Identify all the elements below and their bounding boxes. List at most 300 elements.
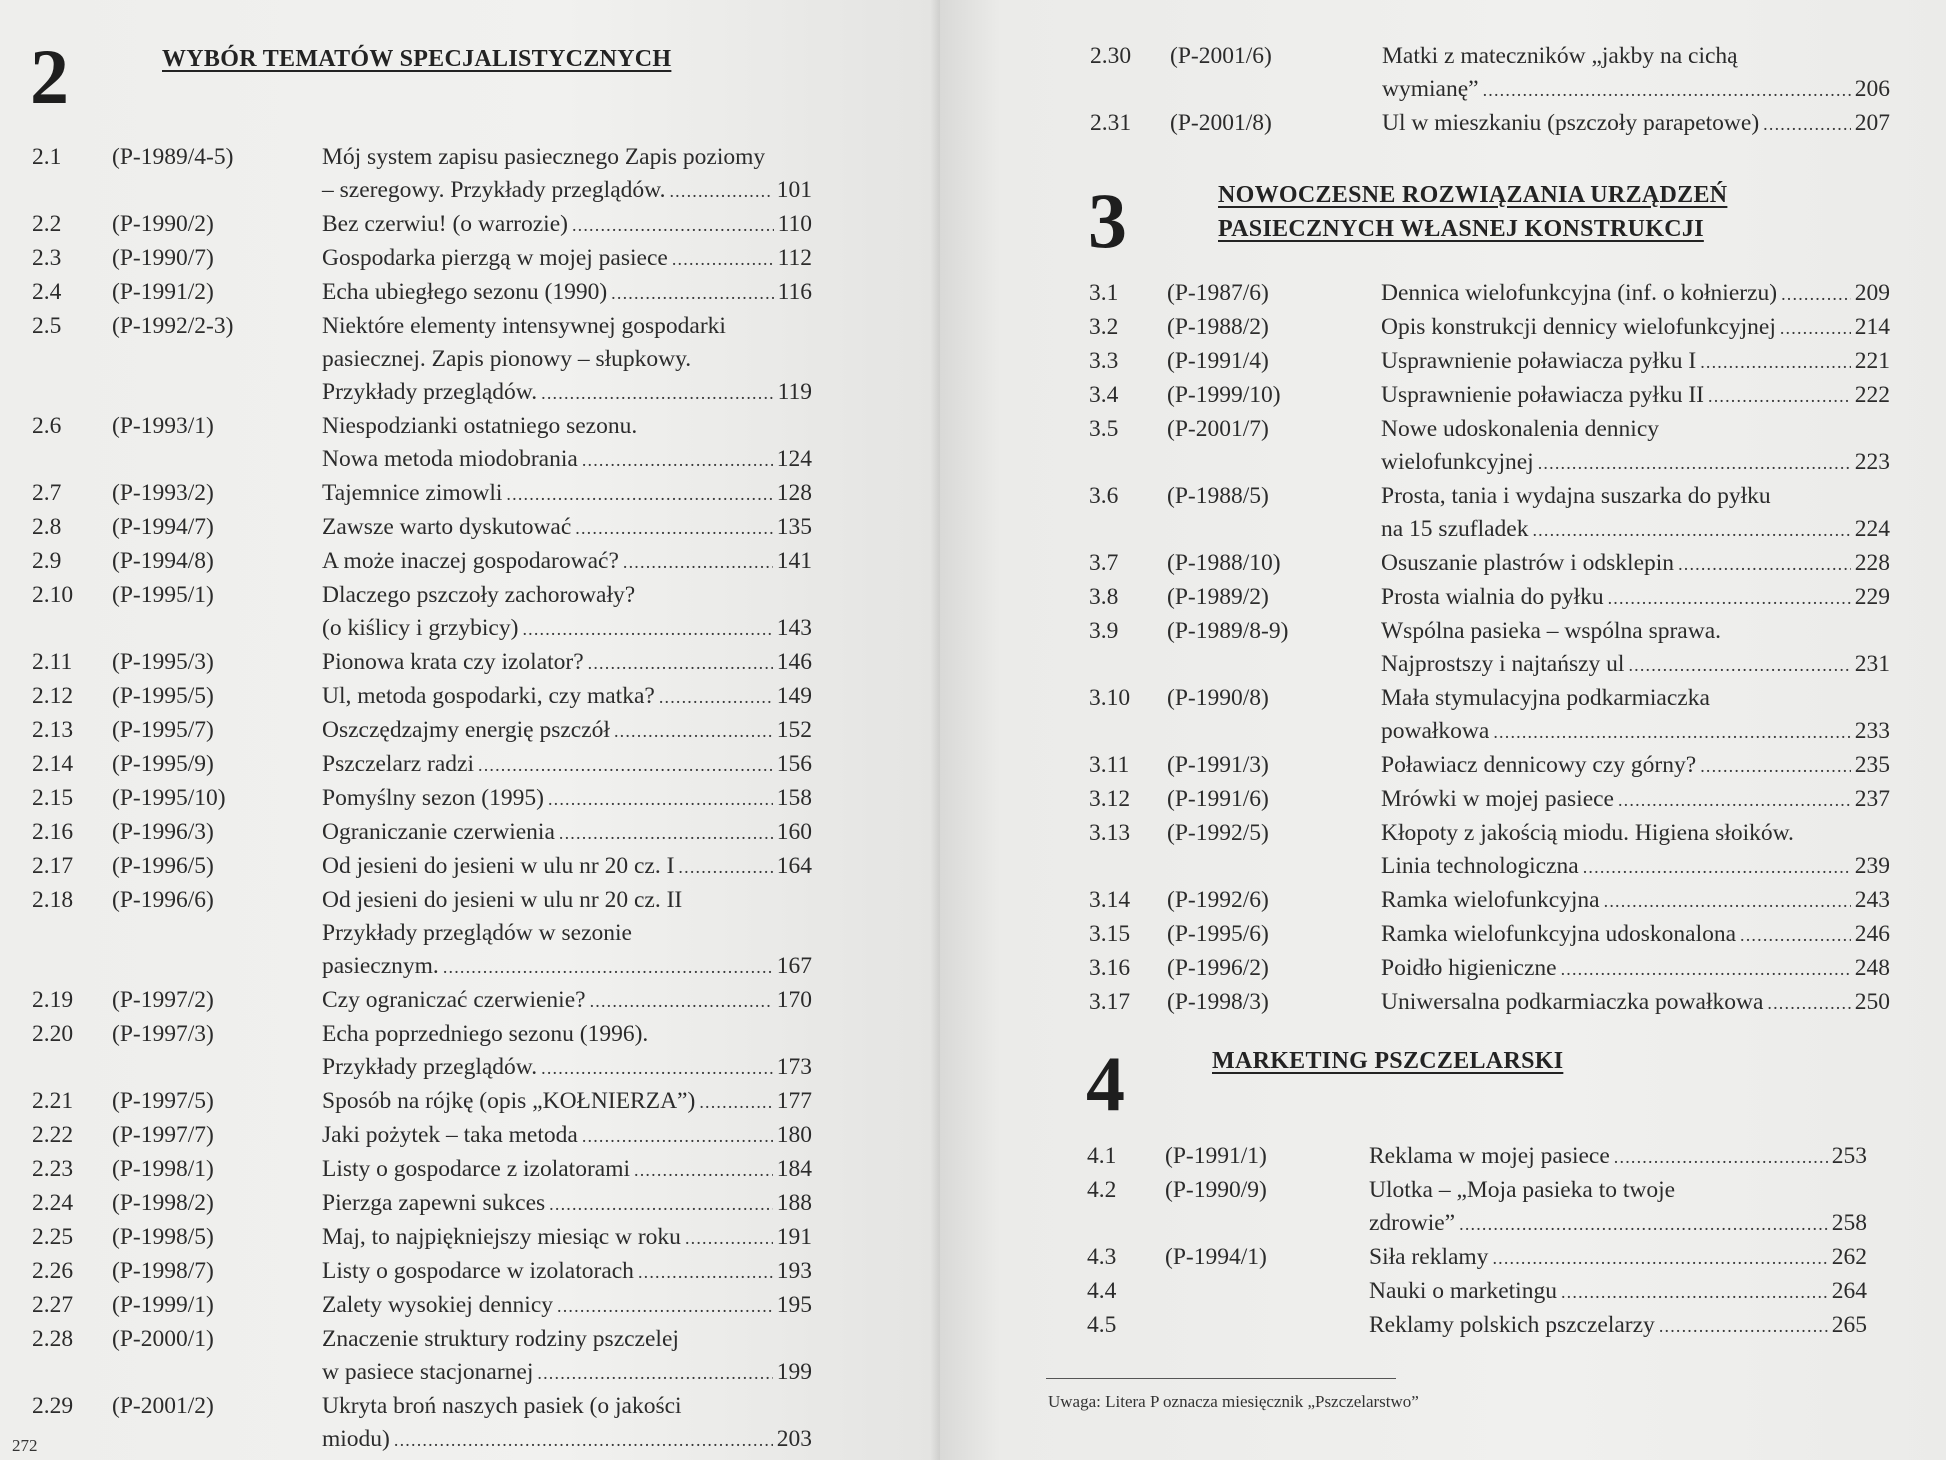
- page-ref: 250: [1854, 989, 1890, 1015]
- entry-source-code: (P-1995/10): [112, 785, 226, 811]
- entry-source-code: (P-1991/6): [1167, 786, 1269, 812]
- dot-leader: [1763, 108, 1851, 141]
- toc-entry: [1089, 480, 1890, 547]
- toc-entry: [1089, 547, 1890, 581]
- entry-source-code: (P-1992/2-3): [112, 313, 234, 339]
- dot-leader: [590, 985, 773, 1018]
- entry-source-code: (P-1991/3): [1167, 752, 1269, 778]
- entry-title-line: Niespodzianki ostatniego sezonu.: [322, 413, 638, 439]
- entry-title-line: zdrowie”: [1369, 1210, 1456, 1236]
- entry-title: [322, 714, 812, 748]
- entry-title: [322, 1187, 812, 1221]
- page-ref: 119: [777, 379, 812, 405]
- toc-entry: [1089, 379, 1890, 413]
- entry-title-line: Przykłady przeglądów.: [322, 379, 538, 405]
- entry-source-code: (P-1994/1): [1165, 1244, 1267, 1270]
- entry-title-line: Mrówki w mojej pasiece: [1381, 786, 1614, 812]
- entry-title-line: Prosta wialnia do pyłku: [1381, 584, 1604, 610]
- entry-title-line: Wspólna pasieka – wspólna sprawa.: [1381, 618, 1722, 644]
- entry-title-line: Kłopoty z jakością miodu. Higiena słoików.: [1381, 820, 1794, 846]
- entry-number: 2.13: [32, 717, 74, 743]
- dot-leader: [623, 546, 773, 579]
- page-ref: 110: [777, 211, 812, 237]
- entry-source-code: (P-1995/5): [112, 683, 214, 709]
- entry-source-code: (P-1992/6): [1167, 887, 1269, 913]
- page-ref: 222: [1854, 382, 1890, 408]
- page-ref: 112: [777, 245, 812, 271]
- toc-entry: [32, 579, 812, 646]
- entry-title: [322, 1289, 812, 1323]
- dot-leader: [1700, 750, 1851, 783]
- entry-source-code: (P-1995/6): [1167, 921, 1269, 947]
- page-ref: 149: [776, 683, 812, 709]
- entry-title: [322, 1085, 812, 1119]
- entry-source-code: (P-1998/5): [112, 1224, 214, 1250]
- page-ref: 258: [1831, 1210, 1867, 1236]
- entry-title-line: Uniwersalna podkarmiaczka powałkowa: [1381, 989, 1764, 1015]
- entry-title: [1381, 277, 1890, 311]
- entry-source-code: (P-1990/7): [112, 245, 214, 271]
- entry-source-code: (P-1999/10): [1167, 382, 1281, 408]
- toc-entry: [32, 545, 812, 579]
- entry-number: 2.3: [32, 245, 62, 271]
- toc-entry: [32, 1255, 812, 1289]
- entry-title: [1381, 918, 1890, 952]
- entry-number: 2.17: [32, 853, 74, 879]
- entry-source-code: (P-1998/1): [112, 1156, 214, 1182]
- entry-title: [1381, 581, 1890, 615]
- toc-entry: [32, 1187, 812, 1221]
- entry-source-code: (P-1994/8): [112, 548, 214, 574]
- page-ref: 193: [776, 1258, 812, 1284]
- dot-leader: [1767, 987, 1850, 1020]
- dot-leader: [699, 1086, 772, 1119]
- entry-title: [322, 816, 812, 850]
- page-ref: 141: [776, 548, 812, 574]
- entry-title-line: Pomyślny sezon (1995): [322, 785, 544, 811]
- entry-title-line: Echa poprzedniego sezonu (1996).: [322, 1021, 649, 1047]
- entry-title: [1381, 379, 1890, 413]
- page-ref: 264: [1831, 1278, 1867, 1304]
- page-ref: 128: [776, 480, 812, 506]
- entry-title-line: Ramka wielofunkcyjna: [1381, 887, 1600, 913]
- entry-source-code: (P-1996/2): [1167, 955, 1269, 981]
- toc-entry: [32, 1018, 812, 1085]
- toc-entry: [32, 782, 812, 816]
- entry-title-line: – szeregowy. Przykłady przeglądów.: [322, 177, 666, 203]
- entry-number: 2.6: [32, 413, 62, 439]
- entry-number: 2.26: [32, 1258, 74, 1284]
- toc-entry: [1089, 986, 1890, 1020]
- toc-entry: [1087, 1275, 1867, 1309]
- dot-leader: [572, 209, 774, 242]
- page-ref: 224: [1854, 516, 1890, 542]
- entry-title-line: Od jesieni do jesieni w ulu nr 20 cz. I: [322, 853, 675, 879]
- entry-title-line: Matki z mateczników „jakby na cichą: [1382, 43, 1738, 69]
- entry-title: [1382, 107, 1890, 141]
- dot-leader: [575, 512, 772, 545]
- entry-number: 2.29: [32, 1393, 74, 1419]
- entry-number: 3.6: [1089, 483, 1119, 509]
- entry-source-code: (P-1999/1): [112, 1292, 214, 1318]
- page-ref: 228: [1854, 550, 1890, 576]
- entry-title-line: Nowe udoskonalenia dennicy: [1381, 416, 1660, 442]
- page-ref: 253: [1831, 1143, 1867, 1169]
- dot-leader: [1781, 278, 1851, 311]
- entry-number: 2.24: [32, 1190, 74, 1216]
- section-number: 4: [1086, 1040, 1125, 1127]
- entry-title: [1381, 311, 1890, 345]
- entry-number: 3.8: [1089, 584, 1119, 610]
- entry-title-line: Gospodarka pierzgą w mojej pasiece: [322, 245, 668, 271]
- page-ref: 235: [1854, 752, 1890, 778]
- entry-title-line: Tajemnice zimowli: [322, 480, 503, 506]
- page-ref: 124: [776, 446, 812, 472]
- entry-title-line: Nauki o marketingu: [1369, 1278, 1557, 1304]
- entry-number: 3.7: [1089, 550, 1119, 576]
- entry-number: 3.4: [1089, 382, 1119, 408]
- dot-leader: [672, 243, 774, 276]
- entry-title-line: pasiecznym.: [322, 953, 439, 979]
- entry-number: 2.2: [32, 211, 62, 237]
- entry-number: 3.15: [1089, 921, 1131, 947]
- page-ref: 207: [1854, 110, 1890, 136]
- entry-number: 3.14: [1089, 887, 1131, 913]
- dot-leader: [478, 749, 773, 782]
- toc-entry: [32, 1119, 812, 1153]
- entry-number: 2.12: [32, 683, 74, 709]
- page-ref: 170: [776, 987, 812, 1013]
- dot-leader: [1459, 1208, 1828, 1241]
- entry-title-line: Pionowa krata czy izolator?: [322, 649, 584, 675]
- toc-entry: [32, 1323, 812, 1390]
- page-ref: 214: [1854, 314, 1890, 340]
- entry-title: [1381, 884, 1890, 918]
- page-ref: 233: [1854, 718, 1890, 744]
- entry-source-code: (P-1991/4): [1167, 348, 1269, 374]
- dot-leader: [1604, 885, 1851, 918]
- entry-title-line: Zawsze warto dyskutować: [322, 514, 572, 540]
- entry-number: 4.2: [1087, 1177, 1117, 1203]
- entry-title-line: Reklama w mojej pasiece: [1369, 1143, 1610, 1169]
- entry-title-line: Oszczędzajmy energię pszczół: [322, 717, 610, 743]
- dot-leader: [394, 1424, 773, 1457]
- entry-source-code: (P-1989/8-9): [1167, 618, 1289, 644]
- entry-number: 3.13: [1089, 820, 1131, 846]
- dot-leader: [1700, 346, 1851, 379]
- entry-title: [322, 477, 812, 511]
- page-ref: 184: [776, 1156, 812, 1182]
- entry-number: 2.27: [32, 1292, 74, 1318]
- dot-leader: [1561, 1276, 1828, 1309]
- entry-title-line: Poławiacz dennicowy czy górny?: [1381, 752, 1697, 778]
- entry-title-line: (o kiślicy i grzybicy): [322, 615, 519, 641]
- page-ref: 231: [1854, 651, 1890, 677]
- dot-leader: [634, 1154, 773, 1187]
- entry-source-code: (P-1988/2): [1167, 314, 1269, 340]
- entry-title: [1381, 986, 1890, 1020]
- entry-title: [322, 242, 812, 276]
- entry-source-code: (P-1989/2): [1167, 584, 1269, 610]
- dot-leader: [685, 1222, 773, 1255]
- entry-number: 4.5: [1087, 1312, 1117, 1338]
- entry-source-code: (P-1997/5): [112, 1088, 214, 1114]
- entry-number: 3.11: [1089, 752, 1130, 778]
- entry-title-line: na 15 szufladek: [1381, 516, 1529, 542]
- dot-leader: [1583, 851, 1851, 884]
- toc-entry: [32, 680, 812, 714]
- dot-leader: [1659, 1310, 1828, 1343]
- entry-title: [1381, 480, 1890, 547]
- entry-source-code: (P-1991/1): [1165, 1143, 1267, 1169]
- entry-title: [1369, 1241, 1867, 1275]
- entry-number: 2.16: [32, 819, 74, 845]
- dot-leader: [582, 1120, 773, 1153]
- toc-entry: [1087, 1174, 1867, 1241]
- toc-entry: [32, 276, 812, 310]
- entry-title: [322, 748, 812, 782]
- entry-source-code: (P-1998/7): [112, 1258, 214, 1284]
- toc-entry: [1089, 311, 1890, 345]
- entry-title: [322, 208, 812, 242]
- toc-entry: [32, 511, 812, 545]
- page-ref: 188: [776, 1190, 812, 1216]
- page-ref: 177: [776, 1088, 812, 1114]
- entry-title-line: Nowa metoda miodobrania: [322, 446, 578, 472]
- entry-source-code: (P-2001/6): [1170, 43, 1272, 69]
- page-ref: 209: [1854, 280, 1890, 306]
- toc-entry: [32, 310, 812, 410]
- toc-entry: [32, 816, 812, 850]
- page-ref: 248: [1854, 955, 1890, 981]
- page-ref: 156: [776, 751, 812, 777]
- entry-title-line: w pasiece stacjonarnej: [322, 1359, 534, 1385]
- entry-title-line: Dlaczego pszczoły zachorowały?: [322, 582, 636, 608]
- entry-number: 4.1: [1087, 1143, 1117, 1169]
- entry-title-line: Dennica wielofunkcyjna (inf. o kołnierzu): [1381, 280, 1778, 306]
- page-ref: 221: [1854, 348, 1890, 374]
- entry-source-code: (P-2000/1): [112, 1326, 214, 1352]
- entry-source-code: (P-1995/3): [112, 649, 214, 675]
- toc-entry: [32, 1221, 812, 1255]
- entry-title-line: Czy ograniczać czerwienie?: [322, 987, 586, 1013]
- toc-entry: [32, 884, 812, 984]
- entry-source-code: (P-1994/7): [112, 514, 214, 540]
- entry-title-line: Usprawnienie poławiacza pyłku II: [1381, 382, 1704, 408]
- entry-title-line: Przykłady przeglądów.: [322, 1054, 538, 1080]
- entry-title-line: A może inaczej gospodarować?: [322, 548, 619, 574]
- dot-leader: [522, 613, 772, 646]
- entry-source-code: (P-1995/7): [112, 717, 214, 743]
- entry-number: 2.5: [32, 313, 62, 339]
- entry-title: [322, 1221, 812, 1255]
- entry-source-code: (P-1996/6): [112, 887, 214, 913]
- toc-list: [1089, 277, 1890, 1020]
- entry-title: [322, 1153, 812, 1187]
- entry-source-code: (P-1997/2): [112, 987, 214, 1013]
- entry-title: [1381, 952, 1890, 986]
- entry-source-code: (P-1990/2): [112, 211, 214, 237]
- entry-title: [322, 310, 812, 410]
- entry-source-code: (P-1991/2): [112, 279, 214, 305]
- entry-title-line: Zalety wysokiej dennicy: [322, 1292, 554, 1318]
- toc-entry: [1089, 413, 1890, 480]
- entry-source-code: (P-1988/5): [1167, 483, 1269, 509]
- entry-number: 2.28: [32, 1326, 74, 1352]
- page-ref: 191: [776, 1224, 812, 1250]
- entry-title: [1381, 817, 1890, 884]
- entry-title-line: Echa ubiegłego sezonu (1990): [322, 279, 608, 305]
- entry-number: 3.2: [1089, 314, 1119, 340]
- toc-entry: [32, 1153, 812, 1187]
- entry-title-line: Od jesieni do jesieni w ulu nr 20 cz. II: [322, 887, 683, 913]
- entry-number: 2.8: [32, 514, 62, 540]
- page-ref: 101: [776, 177, 812, 203]
- entry-number: 3.17: [1089, 989, 1131, 1015]
- entry-title: [322, 1255, 812, 1289]
- toc-entry: [1087, 1241, 1867, 1275]
- toc-entry: [1089, 918, 1890, 952]
- entry-title: [1369, 1174, 1867, 1241]
- toc-entry: [32, 714, 812, 748]
- dot-leader: [1561, 953, 1851, 986]
- page-number: 272: [12, 1436, 38, 1455]
- entry-title-line: powałkowa: [1381, 718, 1490, 744]
- section-title: MARKETING PSZCZELARSKI: [1212, 1048, 1564, 1074]
- entry-source-code: (P-2001/2): [112, 1393, 214, 1419]
- toc-entry: [32, 1085, 812, 1119]
- entry-title-line: wielofunkcyjnej: [1381, 449, 1534, 475]
- entry-title: [1369, 1275, 1867, 1309]
- dot-leader: [537, 1357, 772, 1390]
- dot-leader: [1678, 548, 1851, 581]
- dot-leader: [611, 277, 773, 310]
- entry-source-code: (P-2001/7): [1167, 416, 1269, 442]
- entry-source-code: (P-1990/8): [1167, 685, 1269, 711]
- entry-number: 2.25: [32, 1224, 74, 1250]
- entry-number: 2.20: [32, 1021, 74, 1047]
- entry-title-line: Usprawnienie poławiacza pyłku I: [1381, 348, 1697, 374]
- entry-title-line: Maj, to najpiękniejszy miesiąc w roku: [322, 1224, 681, 1250]
- entry-title: [1382, 40, 1890, 107]
- entry-title-line: Opis konstrukcji dennicy wielofunkcyjnej: [1381, 314, 1776, 340]
- entry-source-code: (P-2001/8): [1170, 110, 1272, 136]
- entry-source-code: (P-1987/6): [1167, 280, 1269, 306]
- entry-title-line: Siła reklamy: [1369, 1244, 1489, 1270]
- entry-number: 3.3: [1089, 348, 1119, 374]
- toc-entry: [32, 1390, 812, 1457]
- entry-source-code: (P-1995/1): [112, 582, 214, 608]
- dot-leader: [506, 478, 772, 511]
- entry-title-line: Mała stymulacyjna podkarmiaczka: [1381, 685, 1710, 711]
- dot-leader: [557, 1290, 773, 1323]
- entry-title: [322, 1119, 812, 1153]
- entry-source-code: (P-1996/5): [112, 853, 214, 879]
- entry-title-line: Linia technologiczna: [1381, 853, 1579, 879]
- page-ref: 195: [776, 1292, 812, 1318]
- entry-source-code: (P-1992/5): [1167, 820, 1269, 846]
- entry-number: 3.10: [1089, 685, 1131, 711]
- entry-title: [1369, 1309, 1867, 1343]
- entry-title-line: Bez czerwiu! (o warrozie): [322, 211, 568, 237]
- entry-source-code: (P-1990/9): [1165, 1177, 1267, 1203]
- toc-entry: [1089, 615, 1890, 682]
- section-title-line: NOWOCZESNE ROZWIĄZANIA URZĄDZEŃ: [1218, 182, 1728, 208]
- page-ref: 262: [1831, 1244, 1867, 1270]
- page-ref: 243: [1854, 887, 1890, 913]
- entry-title-line: Ograniczanie czerwienia: [322, 819, 555, 845]
- toc-entry: [1089, 581, 1890, 615]
- entry-title: [322, 1018, 812, 1085]
- dot-leader: [638, 1256, 773, 1289]
- entry-number: 2.19: [32, 987, 74, 1013]
- entry-number: 2.31: [1090, 110, 1132, 136]
- toc-entry: [32, 646, 812, 680]
- toc-entry: [1089, 817, 1890, 884]
- entry-title-line: Znaczenie struktury rodziny pszczelej: [322, 1326, 679, 1352]
- toc-entry: [32, 410, 812, 477]
- toc-entry: [32, 1289, 812, 1323]
- entry-number: 2.14: [32, 751, 74, 777]
- page-ref: 146: [776, 649, 812, 675]
- page-ref: 180: [776, 1122, 812, 1148]
- page-ref: 237: [1854, 786, 1890, 812]
- entry-source-code: (P-1995/9): [112, 751, 214, 777]
- entry-title-line: Jaki pożytek – taka metoda: [322, 1122, 578, 1148]
- entry-number: 3.9: [1089, 618, 1119, 644]
- dot-leader: [659, 681, 773, 714]
- toc-entry: [1089, 682, 1890, 749]
- page-ref: 206: [1854, 76, 1890, 102]
- page-ref: 152: [776, 717, 812, 743]
- entry-title-line: Poidło higieniczne: [1381, 955, 1557, 981]
- toc-entry: [32, 242, 812, 276]
- dot-leader: [559, 817, 773, 850]
- page-ref: 246: [1854, 921, 1890, 947]
- toc-entry: [1090, 40, 1890, 107]
- entry-source-code: (P-1998/2): [112, 1190, 214, 1216]
- toc-entry: [1087, 1140, 1867, 1174]
- dot-leader: [582, 444, 773, 477]
- page-ref: 164: [776, 853, 812, 879]
- page-ref: 158: [776, 785, 812, 811]
- entry-title: [322, 680, 812, 714]
- entry-number: 4.4: [1087, 1278, 1117, 1304]
- entry-number: 2.18: [32, 887, 74, 913]
- entry-title: [322, 884, 812, 984]
- entry-title-line: Sposób na rójkę (opis „KOŁNIERZA”): [322, 1088, 696, 1114]
- dot-leader: [1740, 919, 1851, 952]
- entry-title: [322, 1323, 812, 1390]
- entry-title-line: Pierzga zapewni sukces: [322, 1190, 546, 1216]
- page-ref: 167: [776, 953, 812, 979]
- section-title-line: PASIECZNYCH WŁASNEJ KONSTRUKCJI: [1218, 216, 1704, 242]
- section-number: 3: [1088, 177, 1127, 264]
- page-ref: 239: [1854, 853, 1890, 879]
- entry-title-line: Przykłady przeglądów w sezonie: [322, 920, 632, 946]
- dot-leader: [669, 175, 772, 208]
- dot-leader: [1628, 649, 1850, 682]
- section-title: [1218, 178, 1727, 246]
- entry-number: 4.3: [1087, 1244, 1117, 1270]
- entry-title: [1381, 345, 1890, 379]
- entry-title-line: Listy o gospodarce w izolatorach: [322, 1258, 634, 1284]
- footnote-rule: [1046, 1378, 1396, 1379]
- dot-leader: [443, 951, 773, 984]
- entry-title-line: Osuszanie plastrów i odsklepin: [1381, 550, 1675, 576]
- page-ref: 265: [1831, 1312, 1867, 1338]
- toc-entry: [32, 984, 812, 1018]
